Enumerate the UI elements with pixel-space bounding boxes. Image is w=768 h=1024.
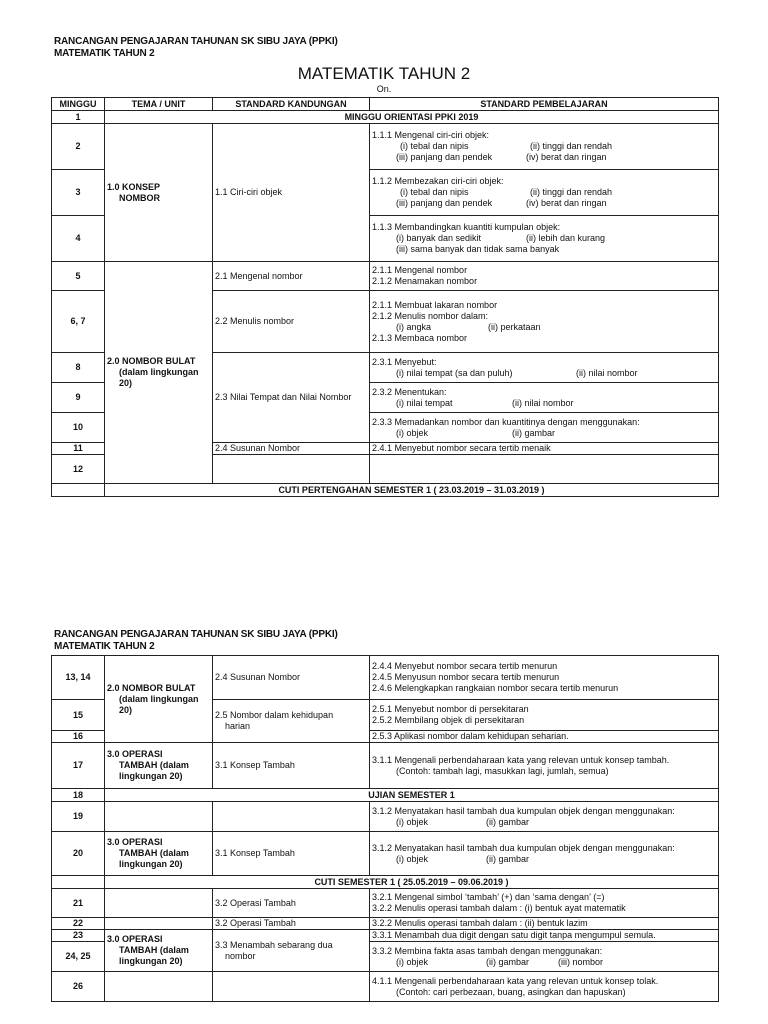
tema-label: lingkungan 20) (119, 859, 183, 869)
week-cell: 8 (52, 353, 105, 383)
tema-label: 1.0 KONSEP (107, 181, 161, 192)
tema-label: 2.0 NOMBOR BULAT (107, 356, 196, 366)
sk-cell: 2.3 Nilai Tempat dan Nilai Nombor (213, 353, 370, 443)
sk-cell: 3.2 Operasi Tambah (213, 918, 370, 930)
sp-line: 2.4.5 Menyusun nombor secara tertib menurun (372, 672, 560, 682)
sp-item: (iii) panjang dan pendek (396, 198, 493, 208)
sk-cell (213, 930, 370, 972)
week-cell: 11 (52, 443, 105, 455)
sk-cell-empty (213, 972, 370, 1002)
sp-line: 2.4.1 Menyebut nombor secara tertib menaik (372, 443, 551, 453)
tema-label: NOMBOR (119, 192, 160, 203)
holiday-banner: CUTI SEMESTER 1 ( 25.05.2019 – 09.06.2019 ) (105, 876, 719, 889)
sp-line: 2.1.2 Menamakan nombor (372, 276, 478, 286)
sp-line: 3.2.2 Menulis operasi tambah dalam : (i) bentuk ayat matematik (372, 903, 626, 913)
sp-cell (370, 262, 719, 291)
tema-cell (105, 743, 213, 789)
sp-line: 2.5.3 Aplikasi nombor dalam kehidupan seharian. (372, 731, 569, 741)
table-row (52, 789, 719, 802)
table-row (52, 656, 719, 700)
sp-cell (370, 889, 719, 918)
week-cell: 5 (52, 262, 105, 291)
sp-item: (ii) gambar (486, 956, 530, 967)
tema-cell-empty (105, 802, 213, 832)
sp-item: (i) objek (396, 956, 429, 967)
tema-label: TAMBAH (dalam (119, 848, 189, 858)
sp-cell (370, 802, 719, 832)
table-row (52, 930, 719, 942)
week-cell: 26 (52, 972, 105, 1002)
sp-item: (i) tebal dan nipis (400, 187, 469, 197)
table-row (52, 124, 719, 170)
week-cell: 15 (52, 700, 105, 731)
week-cell: 17 (52, 743, 105, 789)
sp-item: (ii) nilai nombor (512, 397, 574, 408)
week-cell-empty (52, 876, 105, 889)
sk-cell: 2.1 Mengenal nombor (213, 262, 370, 291)
sk-line: nombor (225, 950, 256, 961)
tema-label: (dalam lingkungan (119, 367, 199, 377)
sp-line: 2.3.1 Menyebut: (372, 356, 437, 367)
sp-line: 3.1.2 Menyatakan hasil tambah dua kumpulan objek dengan menggunakan: (372, 805, 675, 816)
table-row (52, 832, 719, 876)
sp-cell (370, 972, 719, 1002)
sp-item: (ii) gambar (486, 853, 530, 864)
tema-cell-empty (105, 918, 213, 930)
sp-cell (370, 383, 719, 413)
sp-item: (ii) lebih dan kurang (526, 233, 606, 243)
tema-cell-empty (105, 889, 213, 918)
sk-cell: 2.4 Susunan Nombor (213, 443, 370, 455)
col-header-standard-kandungan: STANDARD KANDUNGAN (213, 98, 370, 111)
sp-cell (370, 170, 719, 216)
sp-cell (370, 443, 719, 455)
sp-line: 2.4.6 Melengkapkan rangkaian nombor secara tertib menurun (372, 683, 619, 693)
page-subtitle: On. (376, 84, 392, 94)
tema-cell (105, 124, 213, 262)
sk-cell: 3.1 Konsep Tambah (213, 743, 370, 789)
sp-line: 3.3.1 Menambah dua digit dengan satu digit tanpa mengumpul semula. (372, 930, 656, 940)
table-row (52, 918, 719, 930)
tema-label: TAMBAH (dalam (119, 945, 189, 955)
week-cell: 23 (52, 930, 105, 942)
week-cell: 12 (52, 455, 105, 484)
sp-item: (iv) berat dan ringan (526, 152, 607, 162)
table-row (52, 972, 719, 1002)
sp-item: (iii) sama banyak dan tidak sama banyak (396, 244, 560, 254)
week-cell: 2 (52, 124, 105, 170)
sp-item: (i) objek (396, 853, 429, 864)
sp-item: (ii) tinggi dan rendah (530, 141, 613, 151)
sk-line: harian (225, 721, 251, 731)
plan-table-page-1 (51, 97, 719, 497)
sp-line: 3.2.2 Menulis operasi tambah dalam : (ii) bentuk lazim (372, 918, 588, 928)
sp-cell (370, 930, 719, 942)
sp-cell (370, 743, 719, 789)
sp-item: (ii) gambar (486, 816, 530, 827)
sp-item: (ii) perkataan (488, 321, 541, 332)
plan-table-page-2 (51, 655, 719, 1002)
table-header-row (52, 98, 719, 111)
sp-line: 2.3.2 Menentukan: (372, 386, 447, 397)
week-cell: 10 (52, 413, 105, 443)
exam-banner: UJIAN SEMESTER 1 (105, 789, 719, 802)
sp-cell (370, 656, 719, 700)
sp-cell (370, 216, 719, 262)
week-cell: 3 (52, 170, 105, 216)
sp-cell (370, 291, 719, 353)
week-cell: 4 (52, 216, 105, 262)
week-cell-empty (52, 484, 105, 497)
tema-label: lingkungan 20) (119, 771, 183, 781)
week-cell: 13, 14 (52, 656, 105, 700)
col-header-minggu: MINGGU (52, 98, 105, 111)
sp-item: (i) nilai tempat (sa dan puluh) (396, 367, 513, 378)
tema-label: 2.0 NOMBOR BULAT (107, 682, 196, 693)
sp-item: (i) objek (396, 816, 429, 827)
tema-label: lingkungan 20) (119, 956, 183, 966)
sk-cell: 3.1 Konsep Tambah (213, 832, 370, 876)
tema-cell (105, 656, 213, 743)
sk-cell-empty (213, 802, 370, 832)
tema-cell-empty (105, 972, 213, 1002)
sk-cell: 2.4 Susunan Nombor (213, 656, 370, 700)
sp-line: 2.1.1 Mengenal nombor (372, 265, 468, 275)
sp-line: 2.5.1 Menyebut nombor di persekitaran (372, 704, 529, 714)
sp-item: (iii) panjang dan pendek (396, 152, 493, 162)
orientation-banner: MINGGU ORIENTASI PPKI 2019 (105, 111, 719, 124)
sp-line: 2.1.1 Membuat lakaran nombor (372, 299, 498, 310)
col-header-standard-pembelajaran: STANDARD PEMBELAJARAN (370, 98, 719, 111)
sp-line: 1.1.3 Membandingkan kuantiti kumpulan objek: (372, 222, 561, 232)
table-row (52, 743, 719, 789)
school-plan-header: RANCANGAN PENGAJARAN TAHUNAN SK SIBU JAYA (PPKI) (54, 629, 338, 640)
table-row (52, 802, 719, 832)
sk-line: 2.5 Nombor dalam kehidupan (215, 710, 334, 720)
sk-cell: 2.2 Menulis nombor (213, 291, 370, 353)
sp-line: 2.1.2 Menulis nombor dalam: (372, 310, 489, 321)
sp-item: (ii) gambar (512, 427, 556, 438)
subject-header: MATEMATIK TAHUN 2 (54, 641, 155, 652)
sp-cell (370, 918, 719, 930)
sk-cell (213, 700, 370, 743)
sp-cell (370, 832, 719, 876)
week-cell: 6, 7 (52, 291, 105, 353)
sk-cell-empty (370, 455, 719, 484)
sp-line: 1.1.2 Membezakan ciri-ciri objek: (372, 176, 504, 186)
table-row (52, 111, 719, 124)
sp-cell (370, 731, 719, 743)
table-row (52, 889, 719, 918)
tema-cell (105, 832, 213, 876)
sp-item: (i) tebal dan nipis (400, 141, 469, 151)
week-cell: 16 (52, 731, 105, 743)
week-cell: 20 (52, 832, 105, 876)
sp-line: 2.4.4 Menyebut nombor secara tertib menurun (372, 661, 558, 671)
week-cell: 22 (52, 918, 105, 930)
sp-cell (370, 942, 719, 972)
sk-cell: 1.1 Ciri-ciri objek (213, 124, 370, 262)
sp-line: 3.2.1 Mengenal simbol ‘tambah’ (+) dan ‘sama dengan’ (=) (372, 892, 605, 902)
tema-label: TAMBAH (dalam (119, 760, 189, 770)
sp-item: (Contoh: tambah lagi, masukkan lagi, jumlah, semua) (396, 765, 609, 776)
sk-line: 3.3 Menambah sebarang dua (215, 939, 333, 950)
sp-cell (370, 124, 719, 170)
week-cell: 18 (52, 789, 105, 802)
week-cell: 21 (52, 889, 105, 918)
col-header-tema: TEMA / UNIT (105, 98, 213, 111)
holiday-banner: CUTI PERTENGAHAN SEMESTER 1 ( 23.03.2019 – 31.03.2019 ) (105, 484, 719, 497)
table-row (52, 262, 719, 291)
tema-label: 3.0 OPERASI (107, 934, 163, 944)
sp-item: (i) angka (396, 321, 432, 332)
sp-line: 1.1.1 Mengenal ciri-ciri objek: (372, 130, 490, 140)
school-plan-header: RANCANGAN PENGAJARAN TAHUNAN SK SIBU JAYA (PPKI) (54, 36, 338, 47)
sp-line: 3.1.2 Menyatakan hasil tambah dua kumpulan objek dengan menggunakan: (372, 842, 675, 853)
sk-cell: 3.2 Operasi Tambah (213, 889, 370, 918)
sp-item: (iii) nombor (558, 956, 604, 967)
week-cell: 24, 25 (52, 942, 105, 972)
sp-item: (i) objek (396, 427, 429, 438)
tema-label: 3.0 OPERASI (107, 749, 163, 759)
week-cell: 9 (52, 383, 105, 413)
sp-line: 3.1.1 Mengenali perbendaharaan kata yang relevan untuk konsep tambah. (372, 754, 670, 765)
tema-label: (dalam lingkungan (119, 693, 199, 704)
sp-item: (ii) tinggi dan rendah (530, 187, 613, 197)
subject-header: MATEMATIK TAHUN 2 (54, 48, 155, 59)
sp-cell (370, 353, 719, 383)
sp-item: (i) banyak dan sedikit (396, 233, 482, 243)
tema-label: 3.0 OPERASI (107, 837, 163, 847)
week-cell: 1 (52, 111, 105, 124)
sp-item: (Contoh: cari perbezaan, buang, asingkan dan hapuskan) (396, 986, 626, 997)
tema-cell (105, 262, 213, 484)
sp-line: 2.3.3 Memadankan nombor dan kuantitinya dengan menggunakan: (372, 416, 640, 427)
sp-cell (370, 413, 719, 443)
sp-line: 2.1.3 Membaca nombor (372, 332, 468, 343)
sp-item: (ii) nilai nombor (576, 367, 638, 378)
tema-cell (105, 930, 213, 972)
table-row (52, 484, 719, 497)
sp-item: (i) nilai tempat (396, 397, 453, 408)
week-cell: 19 (52, 802, 105, 832)
table-row (52, 876, 719, 889)
sp-line: 3.3.2 Membina fakta asas tambah dengan menggunakan: (372, 945, 603, 956)
page-title: MATEMATIK TAHUN 2 (297, 64, 471, 83)
sp-line: 4.1.1 Mengenali perbendaharaan kata yang relevan untuk konsep tolak. (372, 975, 659, 986)
sp-cell (370, 700, 719, 731)
tema-label: 20) (119, 378, 133, 388)
sp-item: (iv) berat dan ringan (526, 198, 607, 208)
sp-line: 2.5.2 Membilang objek di persekitaran (372, 715, 525, 725)
tema-cell-empty (213, 455, 370, 484)
tema-label: 20) (119, 704, 133, 715)
